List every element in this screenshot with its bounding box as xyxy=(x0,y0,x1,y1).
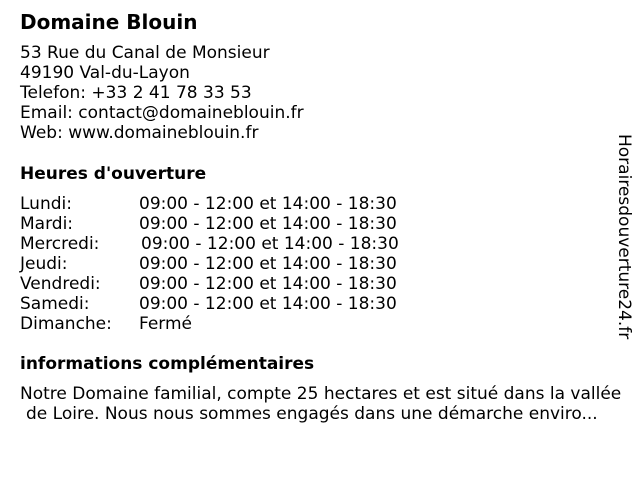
hours-row-jeudi xyxy=(20,254,440,274)
hours-time: 09:00 - 12:00 et 14:00 - 18:30 xyxy=(141,234,399,254)
additional-info-heading: informations complémentaires xyxy=(20,354,315,374)
hours-time: 09:00 - 12:00 et 14:00 - 18:30 xyxy=(139,274,397,294)
opening-hours-table xyxy=(20,194,440,334)
hours-row-dimanche xyxy=(20,314,440,334)
info-line-1: Notre Domaine familial, compte 25 hectares et est situé dans la vallée xyxy=(20,384,622,404)
hours-row-lundi xyxy=(20,194,440,214)
phone-text: Telefon: +33 2 41 78 33 53 xyxy=(20,83,252,103)
opening-hours-heading: Heures d'ouverture xyxy=(20,164,207,184)
hours-day: Dimanche: xyxy=(20,314,112,334)
hours-time: 09:00 - 12:00 et 14:00 - 18:30 xyxy=(139,254,397,274)
hours-day: Mardi: xyxy=(20,214,74,234)
hours-day: Jeudi: xyxy=(20,254,68,274)
additional-info-text xyxy=(20,384,632,424)
address-city: 49190 Val-du-Layon xyxy=(20,63,190,83)
hours-time: 09:00 - 12:00 et 14:00 - 18:30 xyxy=(139,194,397,214)
address-street: 53 Rue du Canal de Monsieur xyxy=(20,43,270,63)
hours-time: Fermé xyxy=(139,314,193,334)
web-text: Web: www.domaineblouin.fr xyxy=(20,123,259,143)
hours-row-vendredi xyxy=(20,274,440,294)
contact-block xyxy=(20,43,304,143)
hours-day: Mercredi: xyxy=(20,234,100,254)
site-watermark: Horairesdouverture24.fr xyxy=(614,134,634,340)
hours-row-samedi xyxy=(20,294,440,314)
email-text: Email: contact@domaineblouin.fr xyxy=(20,103,304,123)
hours-row-mercredi xyxy=(20,234,440,254)
info-line-2: de Loire. Nous nous sommes engagés dans une démarche enviro... xyxy=(26,404,598,424)
hours-row-mardi xyxy=(20,214,440,234)
hours-day: Samedi: xyxy=(20,294,90,314)
hours-time: 09:00 - 12:00 et 14:00 - 18:30 xyxy=(139,294,397,314)
hours-time: 09:00 - 12:00 et 14:00 - 18:30 xyxy=(139,214,397,234)
hours-day: Vendredi: xyxy=(20,274,101,294)
business-name: Domaine Blouin xyxy=(20,10,198,34)
hours-day: Lundi: xyxy=(20,194,72,214)
